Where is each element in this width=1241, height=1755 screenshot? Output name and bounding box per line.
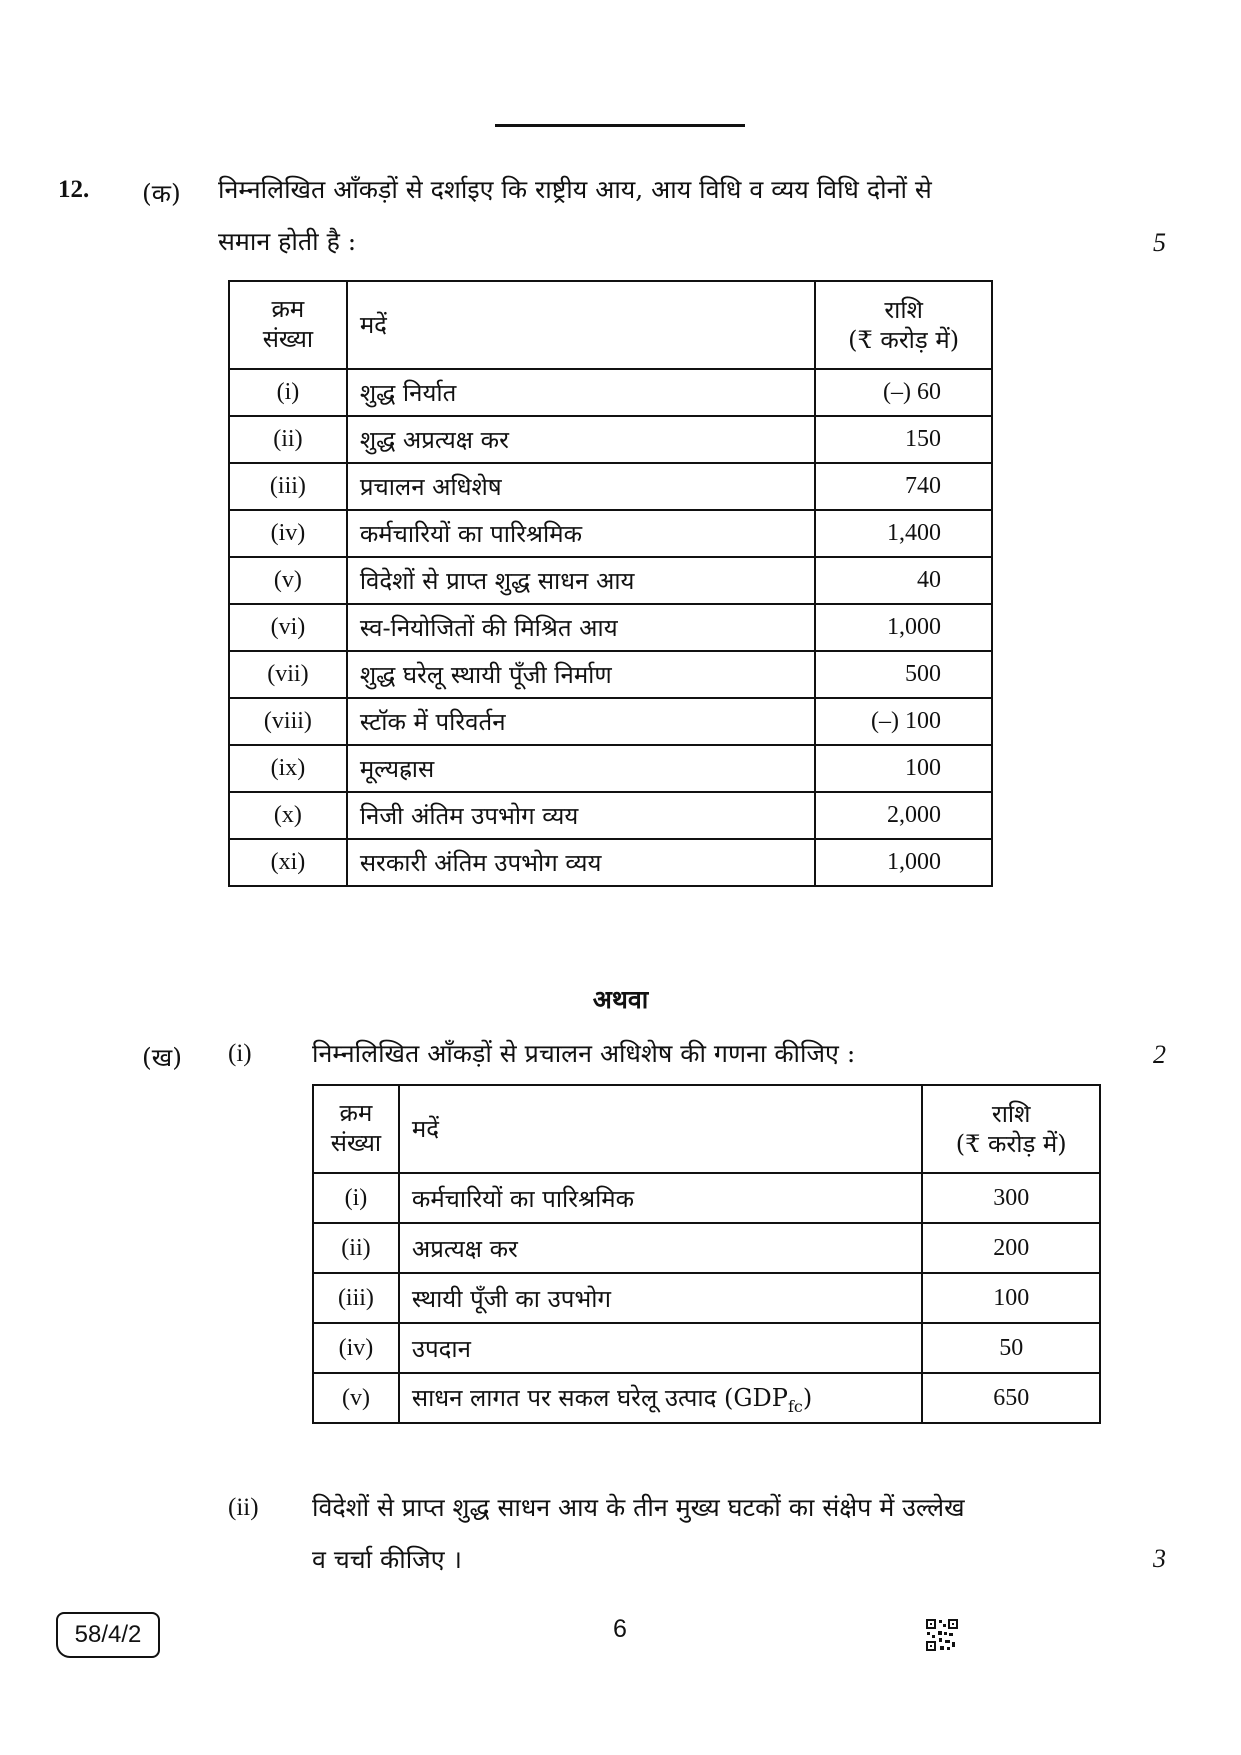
row-sno: (xi) [229,839,347,886]
part-a-label: (क) [142,179,181,208]
row-sno: (iv) [313,1323,399,1373]
table-row [313,1373,1100,1423]
row-sno: (ii) [229,416,347,463]
row-amount: 740 [815,463,992,510]
header-sno [313,1085,399,1173]
table-b [312,1084,1101,1424]
row-sno: (viii) [229,698,347,745]
table-row [229,604,992,651]
row-item: शुद्ध घरेलू स्थायी पूँजी निर्माण [347,651,815,698]
row-sno: (i) [229,369,347,416]
header-amount [922,1085,1100,1173]
table-row [313,1223,1100,1273]
row-item: सरकारी अंतिम उपभोग व्यय [347,839,815,886]
row-item: उपदान [399,1323,922,1373]
row-sno: (ix) [229,745,347,792]
table-row [229,510,992,557]
row-amount: 100 [922,1273,1100,1323]
row-amount: 150 [815,416,992,463]
part-b-label: (ख) [142,1043,182,1072]
table-a [228,280,993,887]
row-item: कर्मचारियों का पारिश्रमिक [347,510,815,557]
row-sno: (v) [229,557,347,604]
table-row [229,369,992,416]
row-amount: 100 [815,745,992,792]
row-item: स्टॉक में परिवर्तन [347,698,815,745]
row-item: विदेशों से प्राप्त शुद्ध साधन आय [347,557,815,604]
header-amount-line1: राशि [884,296,923,324]
row-amount: (–) 100 [815,698,992,745]
part-a-marks: 5 [1153,228,1166,257]
row-amount: 40 [815,557,992,604]
header-item: मदें [347,281,815,369]
header-amount [815,281,992,369]
row-item: कर्मचारियों का पारिश्रमिक [399,1173,922,1223]
table-row [229,745,992,792]
row-sno: (x) [229,792,347,839]
row-amount: 300 [922,1173,1100,1223]
row-item: मूल्यह्रास [347,745,815,792]
part-b-sub-i-label: (i) [228,1040,252,1067]
table-row [229,557,992,604]
row-amount: 2,000 [815,792,992,839]
table-row [229,792,992,839]
row-item: अप्रत्यक्ष कर [399,1223,922,1273]
part-b-sub-ii-label: (ii) [228,1494,259,1521]
row-amount: 500 [815,651,992,698]
table-row [313,1173,1100,1223]
header-item: मदें [399,1085,922,1173]
row-sno: (iv) [229,510,347,557]
row-amount: 1,000 [815,604,992,651]
table-row [313,1273,1100,1323]
table-b-header-row [313,1085,1100,1173]
row-item-main: साधन लागत पर सकल घरेलू उत्पाद (GDP [411,1383,788,1412]
table-row [313,1323,1100,1373]
table-row [229,463,992,510]
paper-code: 58/4/2 [56,1612,160,1658]
header-amount-line2: (₹ करोड़ में) [848,326,960,354]
part-b-sub-ii-text-line2: व चर्चा कीजिए । [312,1545,462,1574]
row-sno: (v) [313,1373,399,1423]
row-amount: 650 [922,1373,1100,1423]
row-sno: (iii) [313,1273,399,1323]
or-separator: अथवा [592,985,649,1014]
top-rule [495,124,745,127]
table-a-body [229,369,992,886]
table-row [229,698,992,745]
row-sno: (i) [313,1173,399,1223]
part-a-text-line2: समान होती है : [218,227,357,256]
row-item-subscript: fc [787,1396,803,1416]
page-number: 6 [613,1615,627,1643]
header-amount-line1: राशि [991,1100,1031,1128]
header-amount-line2: (₹ करोड़ में) [955,1130,1067,1158]
table-row [229,416,992,463]
row-item-close: ) [802,1383,813,1412]
row-amount: 1,400 [815,510,992,557]
part-b-sub-i-text: निम्नलिखित आँकड़ों से प्रचालन अधिशेष की गणना कीजिए : [312,1039,856,1068]
header-sno-line1: क्रम [271,297,305,323]
row-item: शुद्ध निर्यात [347,369,815,416]
row-item: शुद्ध अप्रत्यक्ष कर [347,416,815,463]
row-amount: 200 [922,1223,1100,1273]
part-b-sub-ii-text-line1: विदेशों से प्राप्त शुद्ध साधन आय के तीन मुख्य घटकों का संक्षेप में उल्लेख [312,1493,965,1522]
row-sno: (vi) [229,604,347,651]
table-row [229,651,992,698]
part-a-text-line1: निम्नलिखित आँकड़ों से दर्शाइए कि राष्ट्रीय आय, आय विधि व व्यय विधि दोनों से [218,175,932,204]
part-b-sub-i-marks: 2 [1153,1040,1166,1069]
row-sno: (vii) [229,651,347,698]
table-b-body [313,1173,1100,1423]
header-sno-line1: क्रम [339,1101,373,1127]
row-item: स्थायी पूँजी का उपभोग [399,1273,922,1323]
header-sno [229,281,347,369]
row-amount: 1,000 [815,839,992,886]
row-item [399,1373,922,1423]
header-sno-line2: संख्या [330,1131,382,1157]
table-row [229,839,992,886]
part-b-sub-ii-marks: 3 [1153,1544,1166,1573]
row-amount: (–) 60 [815,369,992,416]
row-amount: 50 [922,1323,1100,1373]
row-item: निजी अंतिम उपभोग व्यय [347,792,815,839]
row-sno: (iii) [229,463,347,510]
header-sno-line2: संख्या [262,327,314,353]
row-item: स्व-नियोजितों की मिश्रित आय [347,604,815,651]
question-number: 12. [58,176,90,203]
row-item: प्रचालन अधिशेष [347,463,815,510]
table-a-header-row [229,281,992,369]
qr-code-icon [925,1618,959,1652]
row-sno: (ii) [313,1223,399,1273]
